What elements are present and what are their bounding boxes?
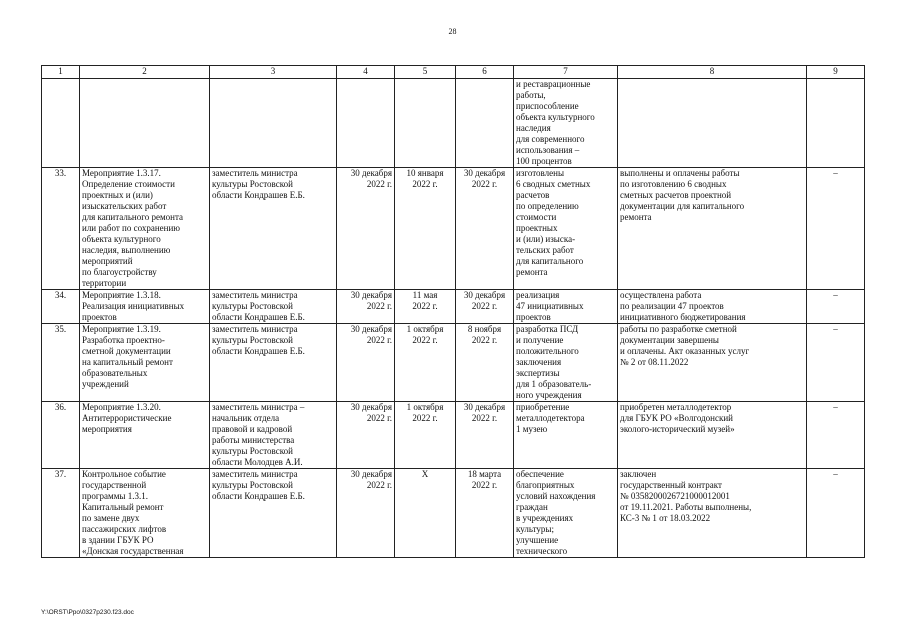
planned-result: и реставрационные работы, приспособление объекта культурного наследия для современного использования – 100 процентов [514, 79, 618, 168]
column-header: 5 [395, 66, 456, 79]
start-date [395, 79, 456, 168]
report-table [41, 65, 865, 558]
column-header: 3 [210, 66, 337, 79]
page-number: 28 [448, 27, 457, 36]
table-row [42, 290, 865, 324]
row-number: 37. [42, 469, 80, 558]
responsible-person: заместитель министра культуры Ростовской области Кондрашев Е.Б. [210, 290, 337, 324]
actual-result: выполнены и оплачены работы по изготовлению 6 сводных сметных расчетов проектной документации для капитального ремонта [618, 168, 807, 290]
planned-result: разработка ПСД и получение положительного заключения экспертизы для 1 образователь- ного учреждения [514, 324, 618, 402]
table-row [42, 324, 865, 402]
responsible-person: заместитель министра – начальник отдела правовой и кадровой работы министерства культуры Ростовской области Молодцев А.И. [210, 402, 337, 469]
table-row [42, 402, 865, 469]
start-date: 1 октября 2022 г. [395, 324, 456, 402]
planned-result: приобретение металлодетектора 1 музею [514, 402, 618, 469]
event-name: Мероприятие 1.3.17. Определение стоимости проектных и (или) изыскательских работ для капитального ремонта или работ по сохранению объекта культурного наследия, выполнению мероприятий по благоустройству территории [80, 168, 210, 290]
table-row [42, 168, 865, 290]
end-date: 18 марта 2022 г. [456, 469, 514, 558]
column-header: 1 [42, 66, 80, 79]
note: – [807, 168, 865, 290]
note: – [807, 290, 865, 324]
table-row [42, 469, 865, 558]
planned-result: изготовлены 6 сводных сметных расчетов по определению стоимости проектных и (или) изыска- тельских работ для капитального ремонта [514, 168, 618, 290]
row-number: 35. [42, 324, 80, 402]
column-header: 4 [337, 66, 395, 79]
start-date: 1 октября 2022 г. [395, 402, 456, 469]
column-header: 7 [514, 66, 618, 79]
responsible-person: заместитель министра культуры Ростовской области Кондрашев Е.Б. [210, 168, 337, 290]
row-number: 34. [42, 290, 80, 324]
planned-result: обеспечение благоприятных условий нахождения граждан в учреждениях культуры; улучшение технического [514, 469, 618, 558]
plan-date: 30 декабря 2022 г. [337, 324, 395, 402]
event-name: Мероприятие 1.3.19. Разработка проектно- сметной документации на капитальный ремонт образовательных учреждений [80, 324, 210, 402]
note: – [807, 402, 865, 469]
plan-date: 30 декабря 2022 г. [337, 168, 395, 290]
column-header: 2 [80, 66, 210, 79]
row-number: 36. [42, 402, 80, 469]
start-date: Х [395, 469, 456, 558]
note: – [807, 324, 865, 402]
end-date: 8 ноября 2022 г. [456, 324, 514, 402]
actual-result: приобретен металлодетектор для ГБУК РО «Волгодонский эколого-исторический музей» [618, 402, 807, 469]
actual-result: работы по разработке сметной документации завершены и оплачены. Акт оказанных услуг № 2 от 08.11.2022 [618, 324, 807, 402]
note [807, 79, 865, 168]
responsible-person [210, 79, 337, 168]
planned-result: реализация 47 инициативных проектов [514, 290, 618, 324]
row-number: 33. [42, 168, 80, 290]
actual-result [618, 79, 807, 168]
row-number [42, 79, 80, 168]
plan-date: 30 декабря 2022 г. [337, 290, 395, 324]
end-date: 30 декабря 2022 г. [456, 402, 514, 469]
start-date: 10 января 2022 г. [395, 168, 456, 290]
plan-date: 30 декабря 2022 г. [337, 469, 395, 558]
responsible-person: заместитель министра культуры Ростовской области Кондрашев Е.Б. [210, 469, 337, 558]
responsible-person: заместитель министра культуры Ростовской области Кондрашев Е.Б. [210, 324, 337, 402]
table-row [42, 79, 865, 168]
start-date: 11 мая 2022 г. [395, 290, 456, 324]
end-date: 30 декабря 2022 г. [456, 290, 514, 324]
plan-date: 30 декабря 2022 г. [337, 402, 395, 469]
actual-result: заключен государственный контракт № 0358200026721000012001 от 19.11.2021. Работы выполнены, КС-3 № 1 от 18.03.2022 [618, 469, 807, 558]
event-name: Мероприятие 1.3.18. Реализация инициативных проектов [80, 290, 210, 324]
header-row [42, 66, 865, 79]
plan-date [337, 79, 395, 168]
column-header: 8 [618, 66, 807, 79]
file-path-footer: Y:\ORST\Ppo\0327p230.f23.doc [41, 609, 134, 616]
event-name [80, 79, 210, 168]
column-header: 9 [807, 66, 865, 79]
column-header: 6 [456, 66, 514, 79]
event-name: Контрольное событие государственной программы 1.3.1. Капитальный ремонт по замене двух пассажирских лифтов в здании ГБУК РО «Донская государственная [80, 469, 210, 558]
end-date: 30 декабря 2022 г. [456, 168, 514, 290]
end-date [456, 79, 514, 168]
note: – [807, 469, 865, 558]
actual-result: осуществлена работа по реализации 47 проектов инициативного бюджетирования [618, 290, 807, 324]
event-name: Мероприятие 1.3.20. Антитеррористические мероприятия [80, 402, 210, 469]
